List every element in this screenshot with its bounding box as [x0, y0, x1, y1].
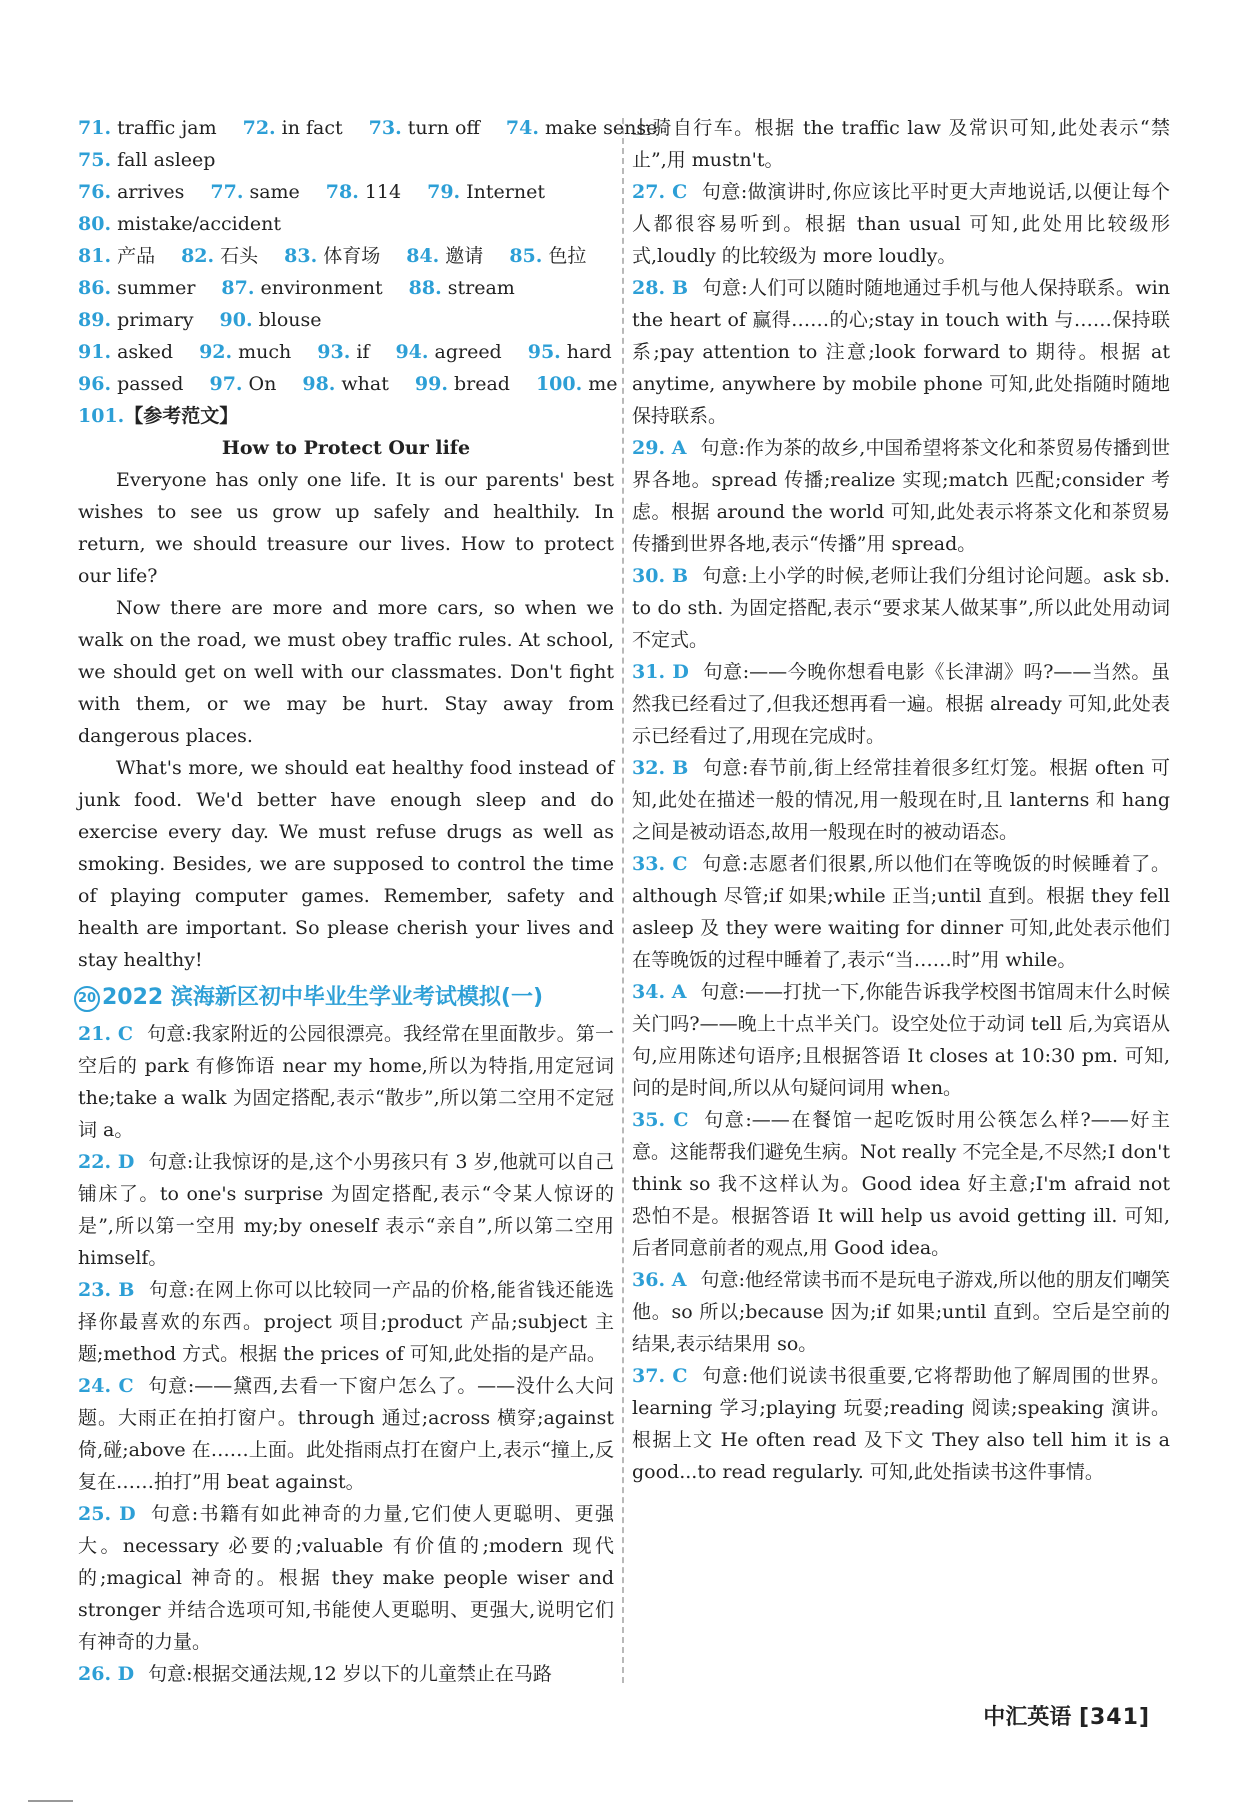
answer-text: On — [248, 373, 277, 395]
explanation-item — [632, 1360, 1170, 1488]
left-column — [77, 112, 658, 1690]
question-tag: 30. B — [632, 565, 689, 587]
reference-label: 【参考范文】 — [124, 405, 239, 427]
answer-number: 84. — [406, 245, 440, 267]
right-column — [632, 112, 1170, 1488]
answer-text: primary — [117, 309, 194, 331]
answer-number: 75. — [78, 149, 112, 171]
essay-header — [78, 400, 614, 432]
explanation-item — [632, 272, 1170, 432]
explanation-item — [632, 560, 1170, 656]
answer-number: 73. — [368, 117, 402, 139]
answer-number: 71. — [78, 117, 112, 139]
answer-number: 96. — [78, 373, 112, 395]
question-tag: 21. C — [78, 1023, 133, 1045]
answer-number: 81. — [78, 245, 112, 267]
explanation-item — [78, 1658, 614, 1690]
explanation-text: 句意:——在餐馆一起吃饭时用公筷怎么样?——好主意。这能帮我们避免生病。Not really 不完全是,不尽然;I don't think so 我不这样认为。Good idea 好主意;I'm afraid not 恐怕不是。根据答语 It will help us avoid getting ill. 可知,后者同意前者的观点,用 Good idea。 — [632, 1109, 1171, 1259]
question-tag: 36. A — [632, 1269, 687, 1291]
answer-text: bread — [453, 373, 510, 395]
explanation-text: 句意:——今晚你想看电影《长津湖》吗?——当然。虽然我已经看过了,但我还想再看一遍。根据 already 可知,此处表示已经看过了,用现在完成时。 — [632, 661, 1170, 747]
explanation-text: 上骑自行车。根据 the traffic law 及常识可知,此处表示“禁止”,用 mustn't。 — [632, 117, 1170, 171]
answer-number: 72. — [242, 117, 276, 139]
answer-text: arrives — [117, 181, 185, 203]
question-tag: 29. A — [632, 437, 687, 459]
answer-number: 94. — [395, 341, 429, 363]
answer-number: 82. — [181, 245, 215, 267]
essay-paragraph: Now there are more and more cars, so when we walk on the road, we must obey traffic rules. At school, we should get on well with our classmates. Don't fight with them, or we may be hurt. Stay away from dangerous places. — [78, 597, 614, 747]
answer-text: asked — [117, 341, 174, 363]
answer-number: 86. — [78, 277, 112, 299]
answer-text: 石头 — [220, 245, 259, 267]
answer-number: 79. — [427, 181, 461, 203]
answer-text: 产品 — [117, 245, 156, 267]
question-tag: 25. D — [78, 1503, 136, 1525]
explanation-item — [632, 176, 1170, 272]
explanation-text: 句意:志愿者们很累,所以他们在等晚饭的时候睡着了。although 尽管;if 如果;while 正当;until 直到。根据 they fell asleep 及 they were waiting for dinner 可知,此处表示他们在等晚饭的过程中睡着了,表示“当……时”用 while。 — [632, 853, 1170, 971]
answer-number: 83. — [284, 245, 318, 267]
answer-number: 99. — [414, 373, 448, 395]
explanation-text: 句意:我家附近的公园很漂亮。我经常在里面散步。第一空后的 park 有修饰语 near my home,所以为特指,用定冠词 the;take a walk 为固定搭配,表示“散步”,所以第二空用不定冠词 a。 — [78, 1023, 614, 1141]
explanation-text: 句意:上小学的时候,老师让我们分组讨论问题。ask sb. to do sth. 为固定搭配,表示“要求某人做某事”,所以此处用动词不定式。 — [632, 565, 1170, 651]
answer-row — [78, 272, 614, 304]
explanation-item — [78, 1498, 614, 1658]
answer-text: 色拉 — [548, 245, 587, 267]
question-tag: 34. A — [632, 981, 687, 1003]
answer-number: 95. — [527, 341, 561, 363]
answer-text: 体育场 — [323, 245, 381, 267]
question-tag: 26. D — [78, 1663, 135, 1685]
answer-row — [78, 144, 614, 176]
explanation-item — [78, 1274, 614, 1370]
answer-row — [78, 368, 618, 400]
answer-row — [78, 208, 614, 240]
answer-text: mistake/accident — [117, 213, 281, 235]
section-number-badge: 20 — [74, 986, 100, 1012]
answer-row — [78, 240, 614, 272]
left-explanations — [78, 1018, 614, 1690]
explanation-text: 句意:作为茶的故乡,中国希望将茶文化和茶贸易传播到世界各地。spread 传播;realize 实现;match 匹配;consider 考虑。根据 around the world 可知,此处表示将茶文化和茶贸易传播到世界各地,表示“传播”用 spread。 — [632, 437, 1170, 555]
column-divider — [622, 118, 624, 1683]
question-tag: 35. C — [632, 1109, 689, 1131]
essay-title: How to Protect Our life — [221, 437, 471, 459]
answer-text: what — [341, 373, 389, 395]
answer-number: 100. — [535, 373, 583, 395]
answer-text: stream — [447, 277, 515, 299]
question-tag: 33. C — [632, 853, 688, 875]
explanation-text: 句意:在网上你可以比较同一产品的价格,能省钱还能选择你最喜欢的东西。project 项目;product 产品;subject 主题;method 方式。根据 the prices of 可知,此处指的是产品。 — [78, 1279, 614, 1365]
answer-number: 91. — [78, 341, 112, 363]
answer-text: agreed — [434, 341, 502, 363]
answer-number: 92. — [199, 341, 233, 363]
answer-text: blouse — [258, 309, 322, 331]
essay-paragraph: What's more, we should eat healthy food instead of junk food. We'd better have enough sleep and do exercise every day. We must refuse drugs as well as smoking. Besides, we are supposed to control the time of playing computer games. Remember, safety and health are important. So please cherish your lives and stay healthy! — [78, 757, 614, 971]
explanation-text: 句意:根据交通法规,12 岁以下的儿童禁止在马路 — [148, 1663, 552, 1685]
answer-text: passed — [117, 373, 184, 395]
answer-number: 93. — [317, 341, 351, 363]
explanation-item — [632, 1264, 1170, 1360]
question-tag: 32. B — [632, 757, 689, 779]
question-tag: 27. C — [632, 181, 688, 203]
explanation-item — [632, 1104, 1170, 1264]
essay-number: 101. — [78, 405, 125, 427]
answer-text: hard — [566, 341, 612, 363]
question-tag: 24. C — [78, 1375, 134, 1397]
answer-number: 88. — [408, 277, 442, 299]
explanation-text: 句意:春节前,街上经常挂着很多红灯笼。根据 often 可知,此处在描述一般的情况,用一般现在时,且 lanterns 和 hang 之间是被动语态,故用一般现在时的被动语态。 — [632, 757, 1170, 843]
answer-number: 80. — [78, 213, 112, 235]
explanation-item — [632, 976, 1170, 1104]
question-tag: 28. B — [632, 277, 689, 299]
section-title: 2022 滨海新区初中毕业生学业考试模拟(一) — [102, 985, 544, 1010]
answer-row — [78, 304, 614, 336]
explanation-text: 句意:做演讲时,你应该比平时更大声地说话,以便让每个人都很容易听到。根据 than usual 可知,此处用比较级形式,loudly 的比较级为 more loudly。 — [632, 181, 1171, 267]
answer-text: environment — [260, 277, 383, 299]
answer-number: 87. — [221, 277, 255, 299]
answer-number: 85. — [509, 245, 543, 267]
explanation-text: 句意:他们说读书很重要,它将帮助他了解周围的世界。learning 学习;playing 玩耍;reading 阅读;speaking 演讲。根据上文 He often read 及下文 They also tell him it is a good...to read regularly. 可知,此处指读书这件事情。 — [632, 1365, 1170, 1483]
answer-text: summer — [117, 277, 196, 299]
explanation-item — [632, 432, 1170, 560]
explanation-text: 句意:让我惊讶的是,这个小男孩只有 3 岁,他就可以自己铺床了。to one's surprise 为固定搭配,表示“令某人惊讶的是”,所以第一空用 my;by oneself 表示“亲自”,所以第二空用 himself。 — [78, 1151, 614, 1269]
answer-number: 98. — [302, 373, 336, 395]
section-heading — [74, 982, 614, 1014]
question-tag: 23. B — [78, 1279, 135, 1301]
footer-label: 中汇英语 — [983, 1705, 1072, 1730]
answer-text: 114 — [364, 181, 402, 203]
answer-number: 78. — [325, 181, 359, 203]
explanation-item — [632, 848, 1170, 976]
explanation-text: 句意:——黛西,去看一下窗户怎么了。——没什么大问题。大雨正在拍打窗户。through 通过;across 横穿;against 倚,碰;above 在……上面。此处指雨点打在窗户上,表示“撞上,反复在……拍打”用 beat against。 — [78, 1375, 614, 1493]
answer-number: 77. — [210, 181, 244, 203]
answer-text: 邀请 — [445, 245, 484, 267]
answer-text: in fact — [281, 117, 343, 139]
explanation-item — [78, 1370, 614, 1498]
explanation-item — [78, 1146, 614, 1274]
explanation-item — [632, 752, 1170, 848]
explanation-text: 句意:他经常读书而不是玩电子游戏,所以他的朋友们嘲笑他。so 所以;because 因为;if 如果;until 直到。空后是空前的结果,表示结果用 so。 — [632, 1269, 1170, 1355]
right-explanations — [632, 112, 1170, 1488]
answer-text: Internet — [466, 181, 545, 203]
answer-text: me — [588, 373, 618, 395]
explanation-item — [632, 656, 1170, 752]
answer-key-block — [78, 112, 658, 400]
explanation-text: 句意:人们可以随时随地通过手机与他人保持联系。win the heart of 赢得……的心;stay in touch with 与……保持联系;pay attention to 注意;look forward to 期待。根据 at anytime, anywhere by mobile phone 可知,此处指随时随地保持联系。 — [632, 277, 1170, 427]
page-footer — [983, 1700, 1150, 1731]
answer-row — [78, 176, 614, 208]
answer-text: turn off — [407, 117, 480, 139]
answer-number: 89. — [78, 309, 112, 331]
answer-number: 97. — [209, 373, 243, 395]
answer-number: 90. — [219, 309, 253, 331]
explanation-item — [78, 1018, 614, 1146]
answer-row — [78, 112, 658, 144]
bottom-rule — [28, 1800, 73, 1802]
answer-number: 74. — [505, 117, 539, 139]
answer-text: if — [356, 341, 370, 363]
question-tag: 31. D — [632, 661, 689, 683]
answer-text: same — [249, 181, 300, 203]
answer-number: 76. — [78, 181, 112, 203]
question-tag: 37. C — [632, 1365, 688, 1387]
answer-row — [78, 336, 614, 368]
explanation-item — [632, 112, 1170, 176]
essay-paragraph: Everyone has only one life. It is our parents' best wishes to see us grow up safely and healthily. In return, we should treasure our lives. How to protect our life? — [78, 469, 614, 587]
explanation-text: 句意:——打扰一下,你能告诉我学校图书馆周末什么时候关门吗?——晚上十点半关门。设空处位于动词 tell 后,为宾语从句,应用陈述句语序;且根据答语 It closes at 10:30 pm. 可知,问的是时间,所以从句疑问词用 when。 — [632, 981, 1170, 1099]
answer-text: fall asleep — [117, 149, 216, 171]
answer-text: much — [238, 341, 292, 363]
explanation-text: 句意:书籍有如此神奇的力量,它们使人更聪明、更强大。necessary 必要的;valuable 有价值的;modern 现代的;magical 神奇的。根据 they make people wiser and stronger 并结合选项可知,书能使人更聪明、更强大,说明它们有神奇的力量。 — [78, 1503, 614, 1653]
answer-text: traffic jam — [117, 117, 217, 139]
answer-text: make sense — [544, 117, 658, 139]
page-number: [341] — [1078, 1705, 1150, 1730]
question-tag: 22. D — [78, 1151, 135, 1173]
